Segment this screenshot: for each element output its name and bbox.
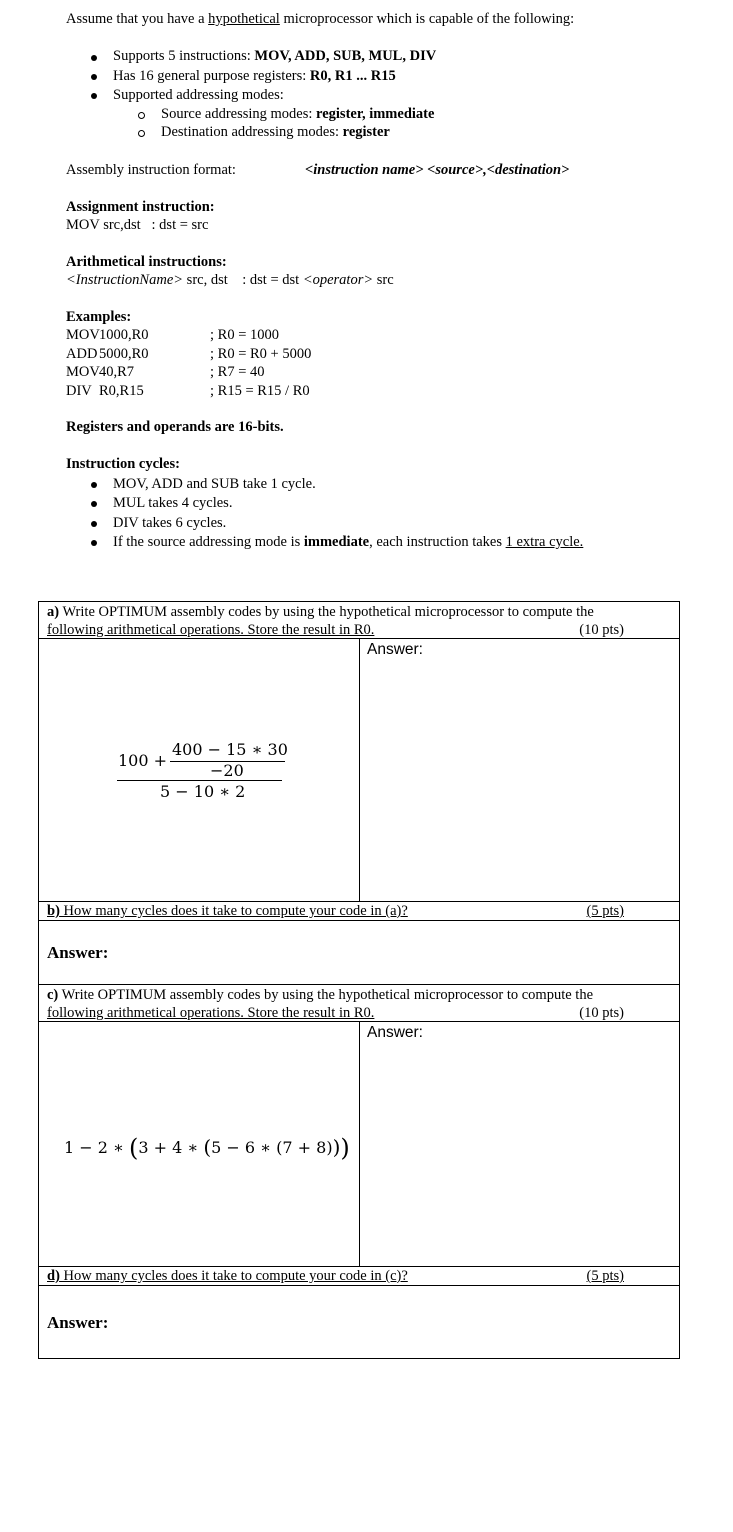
arith-title: Arithmetical instructions:	[66, 254, 227, 270]
question-b-answer-label: Answer:	[47, 943, 109, 962]
example-op: DIV	[66, 383, 92, 399]
bullet-icon	[91, 55, 97, 61]
question-a-line1: a) Write OPTIMUM assembly codes by using the hypothetical microprocessor to compute the	[47, 604, 594, 620]
example-op: ADD	[66, 346, 98, 362]
cycles-title: Instruction cycles:	[66, 456, 180, 472]
bullet-icon	[91, 540, 97, 546]
table-border	[38, 1358, 680, 1359]
question-c-answer-label: Answer:	[367, 1024, 423, 1041]
destination-modes: Destination addressing modes: register	[161, 124, 390, 140]
table-border	[38, 601, 39, 1359]
math-a-prefix: 100 +	[118, 751, 168, 770]
cycles-item: MOV, ADD and SUB take 1 cycle.	[113, 476, 316, 492]
bullet-icon	[91, 482, 97, 488]
question-c-line1: c) Write OPTIMUM assembly codes by using the hypothetical microprocessor to compute the	[47, 987, 594, 1003]
examples-title: Examples:	[66, 309, 132, 325]
example-args: 1000,R0	[99, 327, 149, 343]
question-a-points: (10 pts)	[579, 622, 624, 638]
assignment-line: MOV src,dst : dst = src	[66, 217, 209, 233]
bullet-icon	[91, 93, 97, 99]
table-border	[679, 601, 680, 1359]
table-divider	[359, 638, 360, 901]
arith-line: <InstructionName> src, dst : dst = dst <operator> src	[66, 272, 394, 288]
table-border	[38, 984, 680, 985]
example-op: MOV	[66, 327, 100, 343]
format-label: Assembly instruction format:	[66, 162, 236, 178]
bullet-icon	[91, 521, 97, 527]
source-modes: Source addressing modes: register, immediate	[161, 106, 435, 122]
table-divider	[359, 1021, 360, 1266]
bullet-icon	[91, 74, 97, 80]
question-c-line2: following arithmetical operations. Store the result in R0. (10 pts)	[47, 1005, 624, 1021]
math-a-numerator: 400 − 15 ∗ 30	[172, 740, 288, 759]
table-border	[38, 901, 680, 902]
math-a-denominator: −20	[210, 761, 244, 780]
question-d-line: d) How many cycles does it take to compute your code in (c)? (5 pts)	[47, 1268, 624, 1284]
example-comment: ; R0 = R0 + 5000	[210, 346, 312, 362]
example-comment: ; R0 = 1000	[210, 327, 280, 343]
table-border	[38, 920, 680, 921]
example-op: MOV	[66, 364, 100, 380]
circle-bullet-icon	[138, 112, 145, 119]
example-args: 40,R7	[99, 364, 135, 380]
question-a-line2: following arithmetical operations. Store the result in R0. (10 pts)	[47, 622, 624, 638]
question-d-answer-label: Answer:	[47, 1313, 109, 1332]
math-a-bottom: 5 − 10 ∗ 2	[160, 782, 246, 801]
example-comment: ; R15 = R15 / R0	[210, 383, 310, 399]
question-a-answer-label: Answer:	[367, 641, 423, 658]
example-args: 5000,R0	[99, 346, 149, 362]
math-c-expression: 1 − 2 ∗ (3 + 4 ∗ (5 − 6 ∗ (7 + 8)))	[64, 1134, 350, 1162]
table-border	[38, 601, 680, 602]
example-args: R0,R15	[99, 383, 144, 399]
intro-text: Assume that you have a hypothetical microprocessor which is capable of the following:	[66, 11, 575, 27]
format-value: <instruction name> <source>,<destination>	[305, 162, 570, 178]
example-comment: ; R7 = 40	[210, 364, 265, 380]
cycles-item: DIV takes 6 cycles.	[113, 515, 227, 531]
circle-bullet-icon	[138, 130, 145, 137]
question-c-points: (10 pts)	[579, 1005, 624, 1021]
cycles-item: MUL takes 4 cycles.	[113, 495, 233, 511]
assignment-title: Assignment instruction:	[66, 199, 215, 215]
question-b-points: (5 pts)	[586, 903, 624, 919]
cycles-item: If the source addressing mode is immediate, each instruction takes 1 extra cycle.	[113, 534, 584, 550]
table-border	[38, 1266, 680, 1267]
registers-note: Registers and operands are 16-bits.	[66, 419, 284, 435]
bullet-icon	[91, 501, 97, 507]
feature-instructions: Supports 5 instructions: MOV, ADD, SUB, MUL, DIV	[113, 48, 437, 64]
table-border	[38, 1285, 680, 1286]
question-b-line: b) How many cycles does it take to compute your code in (a)? (5 pts)	[47, 903, 624, 919]
question-d-points: (5 pts)	[586, 1268, 624, 1284]
fraction-bar	[117, 780, 282, 781]
feature-modes: Supported addressing modes:	[113, 87, 284, 103]
feature-registers: Has 16 general purpose registers: R0, R1 ... R15	[113, 68, 396, 84]
